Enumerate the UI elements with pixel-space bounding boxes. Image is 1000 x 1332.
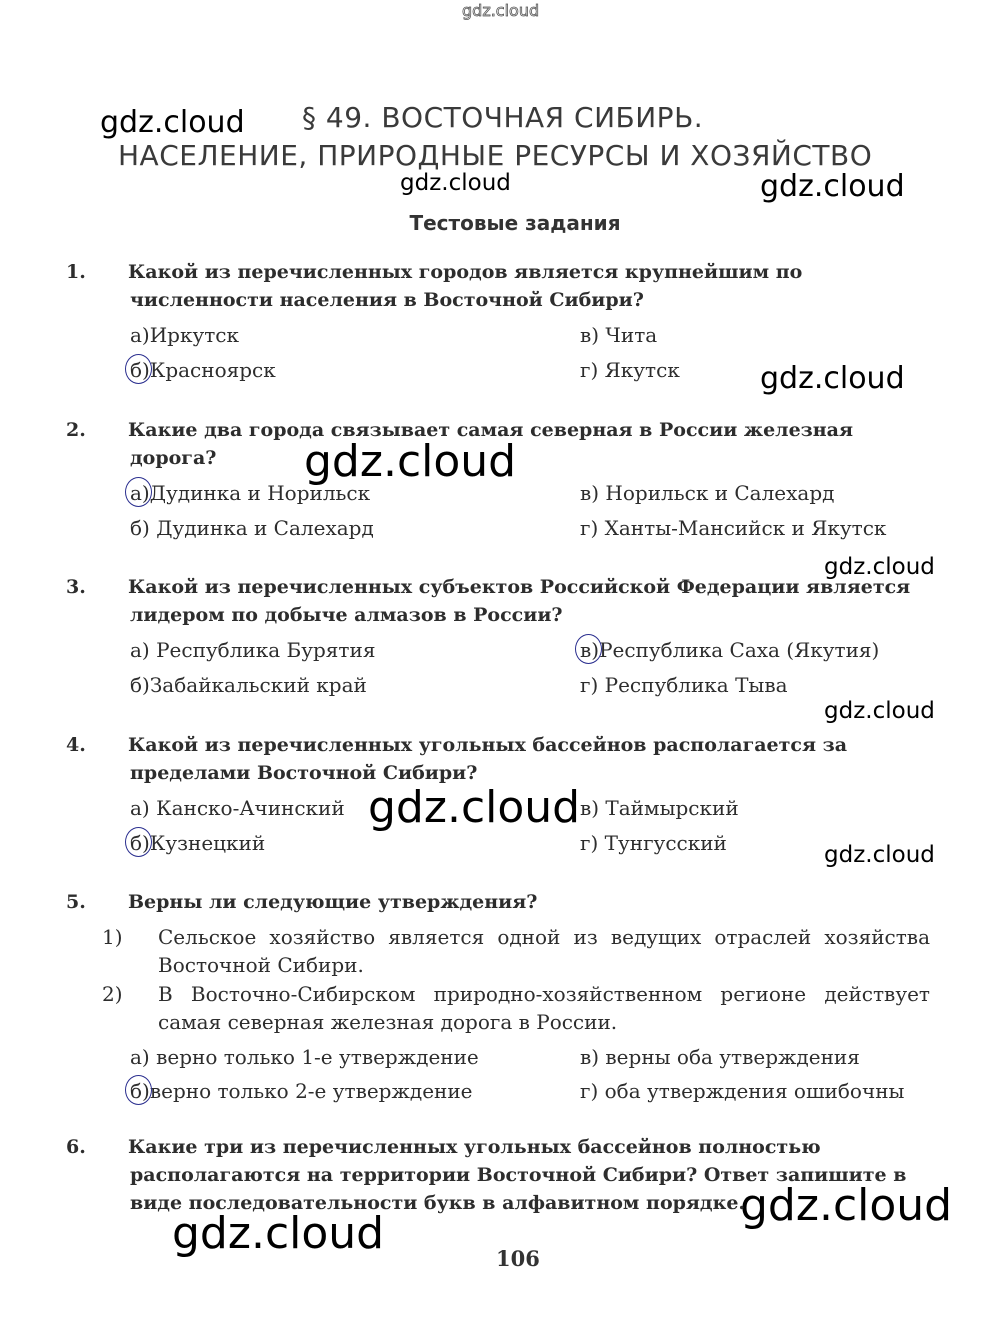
answer-circle <box>125 1075 152 1105</box>
watermark: gdz.cloud <box>400 170 511 196</box>
option-letter: в) <box>580 796 600 820</box>
question-text: Какие два города связывает самая северная в России железная дорога? <box>128 419 854 469</box>
option-text: Забайкальский край <box>149 673 367 697</box>
option-text: Республика Бурятия <box>156 638 376 662</box>
watermark: gdz.cloud <box>760 169 905 204</box>
watermark: gdz.cloud <box>172 1208 385 1259</box>
answer-circle <box>125 477 152 507</box>
option-letter: в) <box>580 1045 600 1069</box>
option-text: верны оба утверждения <box>605 1045 860 1069</box>
question-6 <box>66 1133 930 1217</box>
option-text: Дудинка и Салехард <box>156 516 374 540</box>
watermark: gdz.cloud <box>740 1180 953 1231</box>
option-v <box>580 1047 860 1067</box>
watermark: gdz.cloud <box>824 698 935 724</box>
question-3 <box>66 573 930 629</box>
watermark: gdz.cloud <box>824 554 935 580</box>
option-b <box>130 360 276 380</box>
option-text: Норильск и Салехард <box>605 481 835 505</box>
option-letter: г) <box>580 516 599 540</box>
option-letter: г) <box>580 831 599 855</box>
option-letter: г) <box>580 358 599 382</box>
question-text: Какие три из перечисленных угольных бассейнов полностью располагаются на территории Восточной Сибири? Ответ запишите в виде последовательности букв в алфавитном порядке. <box>128 1136 907 1214</box>
watermark: gdz.cloud <box>760 361 905 396</box>
option-v <box>580 798 739 818</box>
option-v <box>580 640 879 660</box>
statement-2 <box>102 980 930 1036</box>
option-g <box>580 360 680 380</box>
watermark: gdz.cloud <box>304 436 517 487</box>
answer-circle <box>575 634 602 664</box>
option-a <box>130 483 370 503</box>
section-title: § 49. ВОСТОЧНАЯ СИБИРЬ. <box>302 101 704 134</box>
question-number: 5. <box>66 891 86 913</box>
option-a <box>130 640 375 660</box>
answer-circle <box>125 354 152 384</box>
option-text: Чита <box>605 323 658 347</box>
option-letter: а) <box>130 796 150 820</box>
watermark: gdz.cloud <box>824 842 935 868</box>
statement-number: 2) <box>102 982 123 1006</box>
watermark-top: gdz.cloud <box>462 1 540 20</box>
option-letter: а) <box>130 638 150 662</box>
option-letter: б) <box>130 673 150 697</box>
statement-text: В Восточно-Сибирском природно-хозяйственном регионе действует самая северная железная дорога в России. <box>158 982 930 1034</box>
option-text: Кузнецкий <box>149 831 266 855</box>
question-text: Какой из перечисленных городов является крупнейшим по численности населения в Восточной Сибири? <box>128 261 803 311</box>
watermark: gdz.cloud <box>368 782 581 833</box>
question-text: Какой из перечисленных угольных бассейнов располагается за пределами Восточной Сибири? <box>128 734 848 784</box>
option-letter: в) <box>580 481 600 505</box>
option-letter: г) <box>580 1079 599 1103</box>
question-number: 6. <box>66 1136 86 1158</box>
option-a <box>130 798 345 818</box>
watermark: gdz.cloud <box>100 105 245 140</box>
option-text: Красноярск <box>149 358 276 382</box>
question-text: Верны ли следующие утверждения? <box>128 891 538 913</box>
option-text: Тунгусский <box>604 831 727 855</box>
option-b <box>130 1081 473 1101</box>
option-text: верно только 2-е утверждение <box>149 1079 473 1103</box>
question-4 <box>66 731 930 787</box>
option-letter: в) <box>580 638 600 662</box>
question-number: 2. <box>66 419 86 441</box>
option-letter: б) <box>130 831 150 855</box>
option-letter: а) <box>130 323 150 347</box>
option-v <box>580 483 834 503</box>
answer-circle <box>125 827 152 857</box>
option-letter: б) <box>130 358 150 382</box>
statement-number: 1) <box>102 925 123 949</box>
option-g <box>580 675 788 695</box>
option-g <box>580 1081 904 1101</box>
option-letter: в) <box>580 323 600 347</box>
option-letter: б) <box>130 516 150 540</box>
question-5 <box>66 888 930 916</box>
question-number: 4. <box>66 734 86 756</box>
option-b <box>130 675 367 695</box>
option-g <box>580 833 727 853</box>
option-v <box>580 325 657 345</box>
option-text: Республика Тыва <box>604 673 788 697</box>
option-text: оба утверждения ошибочны <box>604 1079 905 1103</box>
option-letter: б) <box>130 1079 150 1103</box>
option-letter: а) <box>130 1045 150 1069</box>
option-g <box>580 518 886 538</box>
option-b <box>130 518 374 538</box>
option-letter: а) <box>130 481 150 505</box>
statement-1 <box>102 923 930 979</box>
question-2 <box>66 416 930 472</box>
option-text: Таймырский <box>605 796 739 820</box>
page-number: 106 <box>496 1246 540 1271</box>
option-text: Ханты-Мансийск и Якутск <box>604 516 887 540</box>
question-number: 1. <box>66 261 86 283</box>
option-text: Якутск <box>604 358 680 382</box>
subheading: Тестовые задания <box>409 211 621 235</box>
option-text: Республика Саха (Якутия) <box>599 638 880 662</box>
option-b <box>130 833 265 853</box>
option-letter: г) <box>580 673 599 697</box>
statement-text: Сельское хозяйство является одной из ведущих отраслей хозяйства Восточной Сибири. <box>158 925 930 977</box>
option-text: верно только 1-е утверждение <box>156 1045 479 1069</box>
option-a <box>130 1047 479 1067</box>
option-text: Канско-Ачинский <box>156 796 345 820</box>
question-text: Какой из перечисленных субъектов Российской Федерации является лидером по добыче алмазов в России? <box>128 576 911 626</box>
option-text: Дудинка и Норильск <box>149 481 371 505</box>
option-a <box>130 325 239 345</box>
question-1 <box>66 258 930 314</box>
question-number: 3. <box>66 576 86 598</box>
section-subtitle: НАСЕЛЕНИЕ, ПРИРОДНЫЕ РЕСУРСЫ И ХОЗЯЙСТВО <box>118 139 873 172</box>
option-text: Иркутск <box>149 323 240 347</box>
